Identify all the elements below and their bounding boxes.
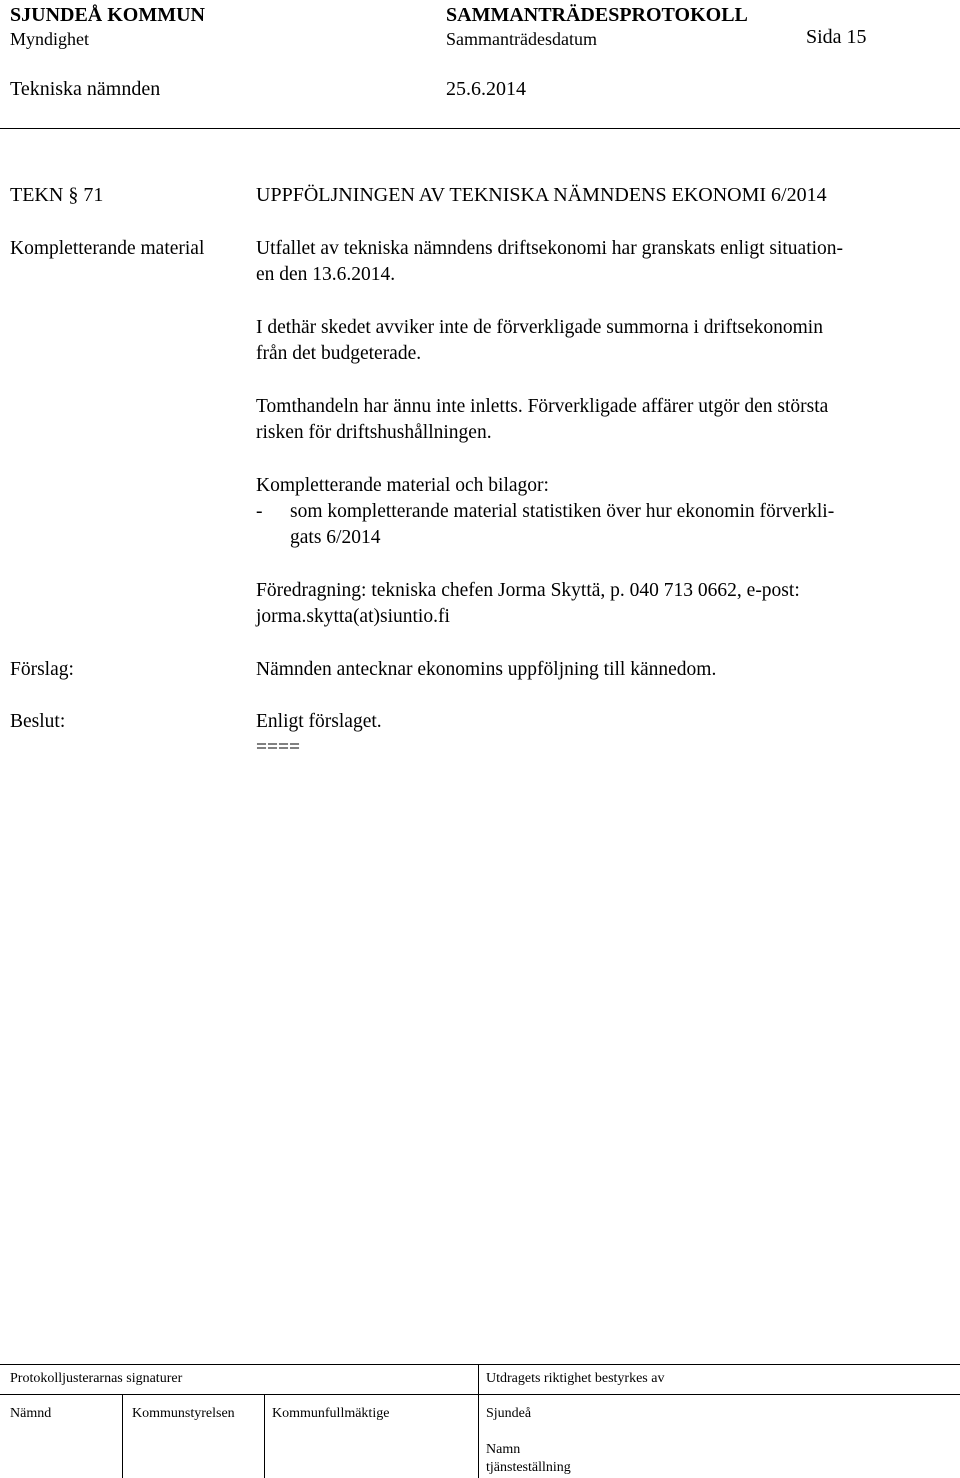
- footer-position-label: tjänsteställning: [486, 1460, 571, 1475]
- attachments-heading: Kompletterande material och bilagor:: [256, 475, 549, 496]
- paragraph-1-line-1: Utfallet av tekniska nämndens driftsekonomi har granskats enligt situation-: [256, 238, 844, 259]
- presenter-line-1: Föredragning: tekniska chefen Jorma Skyttä, p. 040 713 0662, e-post:: [256, 580, 800, 601]
- paragraph-2-line-1: I dethär skedet avviker inte de förverkligade summorna i driftsekonomin: [256, 317, 823, 338]
- decision-label: Beslut:: [10, 711, 66, 732]
- footer-kommunstyrelsen: Kommunstyrelsen: [132, 1406, 235, 1421]
- proposal-label: Förslag:: [10, 659, 74, 680]
- meeting-date: 25.6.2014: [446, 78, 526, 100]
- paragraph-number: TEKN § 71: [10, 184, 104, 206]
- footer-namnd: Nämnd: [10, 1406, 52, 1421]
- paragraph-1-line-2: en den 13.6.2014.: [256, 264, 396, 285]
- proposal-text: Nämnden antecknar ekonomins uppföljning till kännedom.: [256, 659, 717, 680]
- date-label: Sammanträdesdatum: [446, 29, 597, 49]
- footer-divider-1: [122, 1394, 123, 1478]
- footer-place: Sjundeå: [486, 1406, 532, 1421]
- footer-top-border: [0, 1364, 960, 1365]
- header-divider: [0, 128, 960, 129]
- footer-middle-border: [0, 1394, 960, 1395]
- side-label: Kompletterande material: [10, 238, 205, 259]
- footer-divider-2: [264, 1394, 265, 1478]
- authority-label: Myndighet: [10, 29, 89, 49]
- attachment-line-2: gats 6/2014: [290, 527, 381, 548]
- presenter-line-2: jorma.skytta(at)siuntio.fi: [256, 606, 450, 627]
- certified-label: Utdragets riktighet bestyrkes av: [486, 1371, 665, 1386]
- org-name: SJUNDEÅ KOMMUN: [10, 4, 205, 26]
- attachment-bullet: -: [256, 501, 263, 522]
- paragraph-2-line-2: från det budgeterade.: [256, 343, 422, 364]
- authority-name: Tekniska nämnden: [10, 78, 161, 100]
- decision-text: Enligt förslaget.: [256, 711, 382, 732]
- signatures-label: Protokolljusterarnas signaturer: [10, 1371, 183, 1386]
- paragraph-3-line-1: Tomthandeln har ännu inte inletts. Förverkligade affärer utgör den största: [256, 396, 829, 417]
- footer-kommunfullmaktige: Kommunfullmäktige: [272, 1406, 390, 1421]
- end-marker: ====: [256, 737, 300, 758]
- footer-divider-center: [478, 1364, 479, 1478]
- document-type: SAMMANTRÄDESPROTOKOLL: [446, 4, 748, 26]
- paragraph-3-line-2: risken för driftshushållningen.: [256, 422, 492, 443]
- section-title: UPPFÖLJNINGEN AV TEKNISKA NÄMNDENS EKONOMI 6/2014: [256, 184, 827, 206]
- attachment-line-1: som kompletterande material statistiken över hur ekonomin förverkli-: [290, 501, 835, 522]
- page-number: Sida 15: [806, 26, 867, 48]
- footer-name-label: Namn: [486, 1442, 521, 1457]
